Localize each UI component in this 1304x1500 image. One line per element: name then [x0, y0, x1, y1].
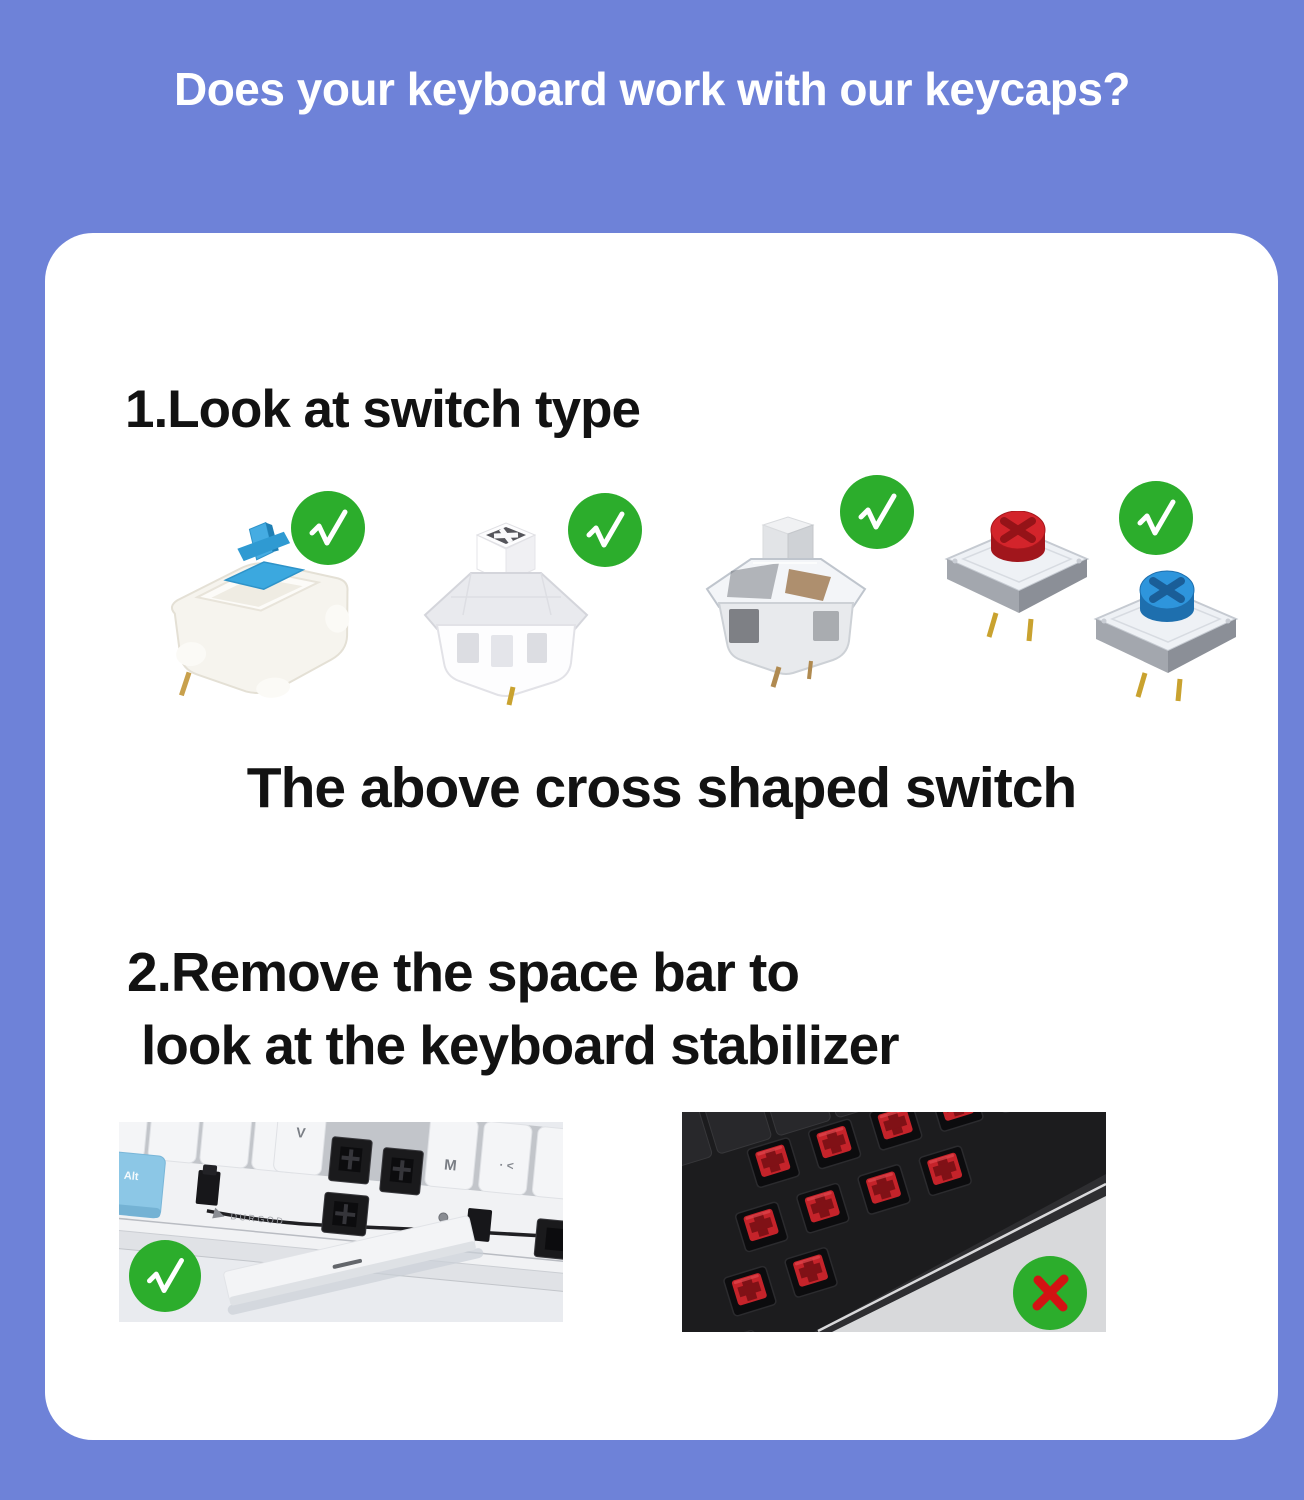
content-card [45, 233, 1278, 1440]
exposed-switch [380, 1147, 424, 1195]
section1-caption: The above cross shaped switch [246, 756, 1077, 820]
check-badge-icon [840, 475, 914, 549]
keycap-label-m: M [443, 1156, 458, 1175]
photo-incompatible-stabilizer [682, 1112, 1106, 1332]
alt-keycap-label: Alt [123, 1169, 140, 1184]
check-badge-icon [1119, 481, 1193, 555]
check-badge-icon [568, 493, 642, 567]
check-badge-icon [291, 491, 365, 565]
low-profile-red-switch [947, 511, 1087, 641]
section2-heading-line2: look at the keyboard stabilizer [141, 1014, 899, 1076]
x-badge-icon [1013, 1256, 1087, 1330]
section1-heading: 1.Look at switch type [125, 380, 641, 439]
photo-compatible-stabilizer [119, 1122, 563, 1322]
keyboard-logo: DURGOD [230, 1211, 286, 1227]
spacebar-switch [321, 1192, 369, 1236]
exposed-switch [328, 1137, 372, 1185]
keycap-label-v: V [295, 1124, 307, 1141]
section2-heading-line1: 2.Remove the space bar to [127, 941, 799, 1003]
low-profile-blue-switch [1096, 571, 1236, 701]
check-badge-icon [129, 1240, 201, 1312]
page-title: Does your keyboard work with our keycaps? [173, 63, 1130, 115]
alt-keycap [119, 1151, 166, 1219]
keycap-label-comma: · < [498, 1157, 515, 1174]
switch-low-profile-pair [938, 511, 1243, 706]
section2-heading [127, 936, 899, 1082]
exposed-switch [534, 1219, 563, 1261]
switch-low-profile-pair-illustration [938, 511, 1243, 706]
